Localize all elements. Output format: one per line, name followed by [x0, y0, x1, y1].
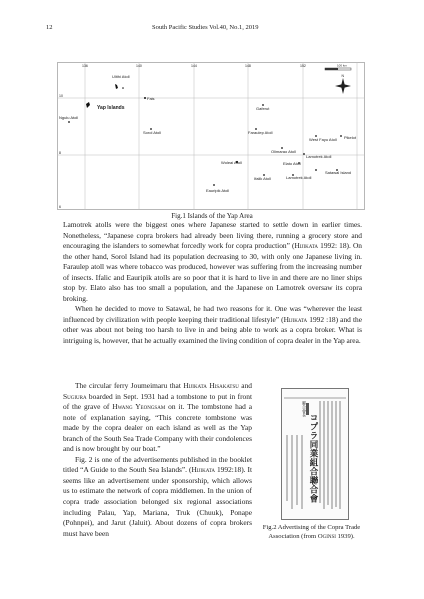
lon-label: 136 [82, 64, 88, 68]
label-elato: Elato Atoll [283, 161, 301, 166]
lat-label: 10 [59, 94, 63, 98]
label-olimarao: Olimarao Atoll [271, 149, 296, 154]
island-marker [122, 87, 124, 89]
label-pikelot: Pikelot [344, 135, 357, 140]
paragraph: When he decided to move to Satawal, he had two reasons for it. One was “wherever the least influenced by civilization with people keeping their traditional lifestyle” (Hijikata 1992 :18) and the other was about not being too harsh to live in and being able to work as a copra broker. What is intriguing is, however, that he actually examined the living condition of copra dealer in the Yap area. [63, 304, 362, 346]
lat-label: 8 [59, 151, 61, 155]
island-marker [303, 153, 305, 155]
label-faraulep: Faraulep Atoll [248, 130, 273, 135]
lon-label: 152 [300, 64, 306, 68]
figure1-map [57, 62, 365, 210]
label-satawal: Satawal Island [325, 170, 352, 175]
label-lamotrek: Lamotrek Atoll [306, 154, 332, 159]
label-woleai: Woleai Atoll [221, 160, 242, 165]
label-ngulu: Ngulu Atoll [59, 115, 79, 120]
advert-vertical-note: 聯合會長 [302, 401, 307, 417]
body-text-narrow [63, 381, 252, 539]
island-marker [213, 184, 215, 186]
label-yap: Yap Islands [97, 105, 125, 111]
label-ifalik: Ifalik Atoll [254, 176, 271, 181]
advert-vertical-title: コプラ同業組合聯合會 [308, 413, 318, 503]
journal-header: South Pacific Studies Vol.40, No.1, 2019 [152, 24, 259, 31]
island-marker [315, 169, 317, 171]
lon-label: 144 [191, 64, 197, 68]
paragraph: Fig. 2 is one of the advertisements published in the booklet titled “A Guide to the South Sea Islands”. (Hijikata 1992:18). It seems like an advertisement under sponsorship, which allows us to estimate the network of copra middlemen. In the union of copra trade association belonged six regional associations including Palau, Yap, Mariana, Truk (Chuuk), Ponape (Pohnpei), and Jarut (Jaluit). About dozens of copra brokers must have been [63, 454, 253, 538]
figure1-caption: Fig.1 Islands of the Yap Area [171, 212, 253, 220]
label-west-fayu: West Fayu Atoll [309, 137, 337, 142]
lon-label: 148 [245, 64, 251, 68]
island-marker [68, 121, 70, 123]
lat-label: 6 [59, 205, 61, 209]
lon-label: 140 [136, 64, 142, 68]
svg-text:100 km: 100 km [337, 63, 347, 68]
label-lamotrek-2: Lamotrek Atoll [286, 175, 312, 180]
figure2-caption: Fig.2 Advertising of the Copra Trade Association (from Oginsi 1939). [262, 524, 361, 540]
paragraph: The circular ferry Joumeimaru that Hijikata Hisakatsu and Sugiura boarded in Sept. 1931 had a tombstone to put in front of the grave of Hwang Yeongsam on it. The tombstone had a note of explanation saying, “This concrete tombstone was made by the copra dealer on each island as well as the Yap branch of the South Sea Trade Company with their condolences and is now brought by our boat.” [63, 381, 252, 454]
svg-text:N: N [341, 74, 345, 78]
label-sorol: Sorol Atoll [143, 130, 162, 135]
label-gaferut: Gaferut [256, 106, 270, 111]
label-fais: Fais [147, 96, 155, 101]
paragraph: Lamotrek atolls were the biggest ones where Japanese started to settle down in earlier times. Nonetheless, “Japanese copra brokers had already been living there, running a grocery store and encouraging the islanders to somewhat forcedly work for copra production” (Hijikata 1992: 18). On the other hand, Sorol Island had its population decreasing to 30, with only one Japanese living in. Faraulep atoll was where tobacco was produced, however was suffering from the increasing number of insects. Ifalic and Eauripik atolls are so poor that it is hard to live in and there are no liner ships stop by. Elato also has too small a population, and the Japanese on Lamotrek oversaw its copra broking. [63, 220, 362, 303]
island-marker [340, 135, 342, 137]
label-ulithi: Ulithi Atoll [112, 74, 130, 79]
figure2-advertisement [281, 388, 349, 520]
island-marker [144, 97, 146, 99]
label-eauripik: Eauripik Atoll [206, 188, 230, 193]
body-text-top [63, 220, 362, 347]
page-number: 12 [46, 24, 53, 31]
